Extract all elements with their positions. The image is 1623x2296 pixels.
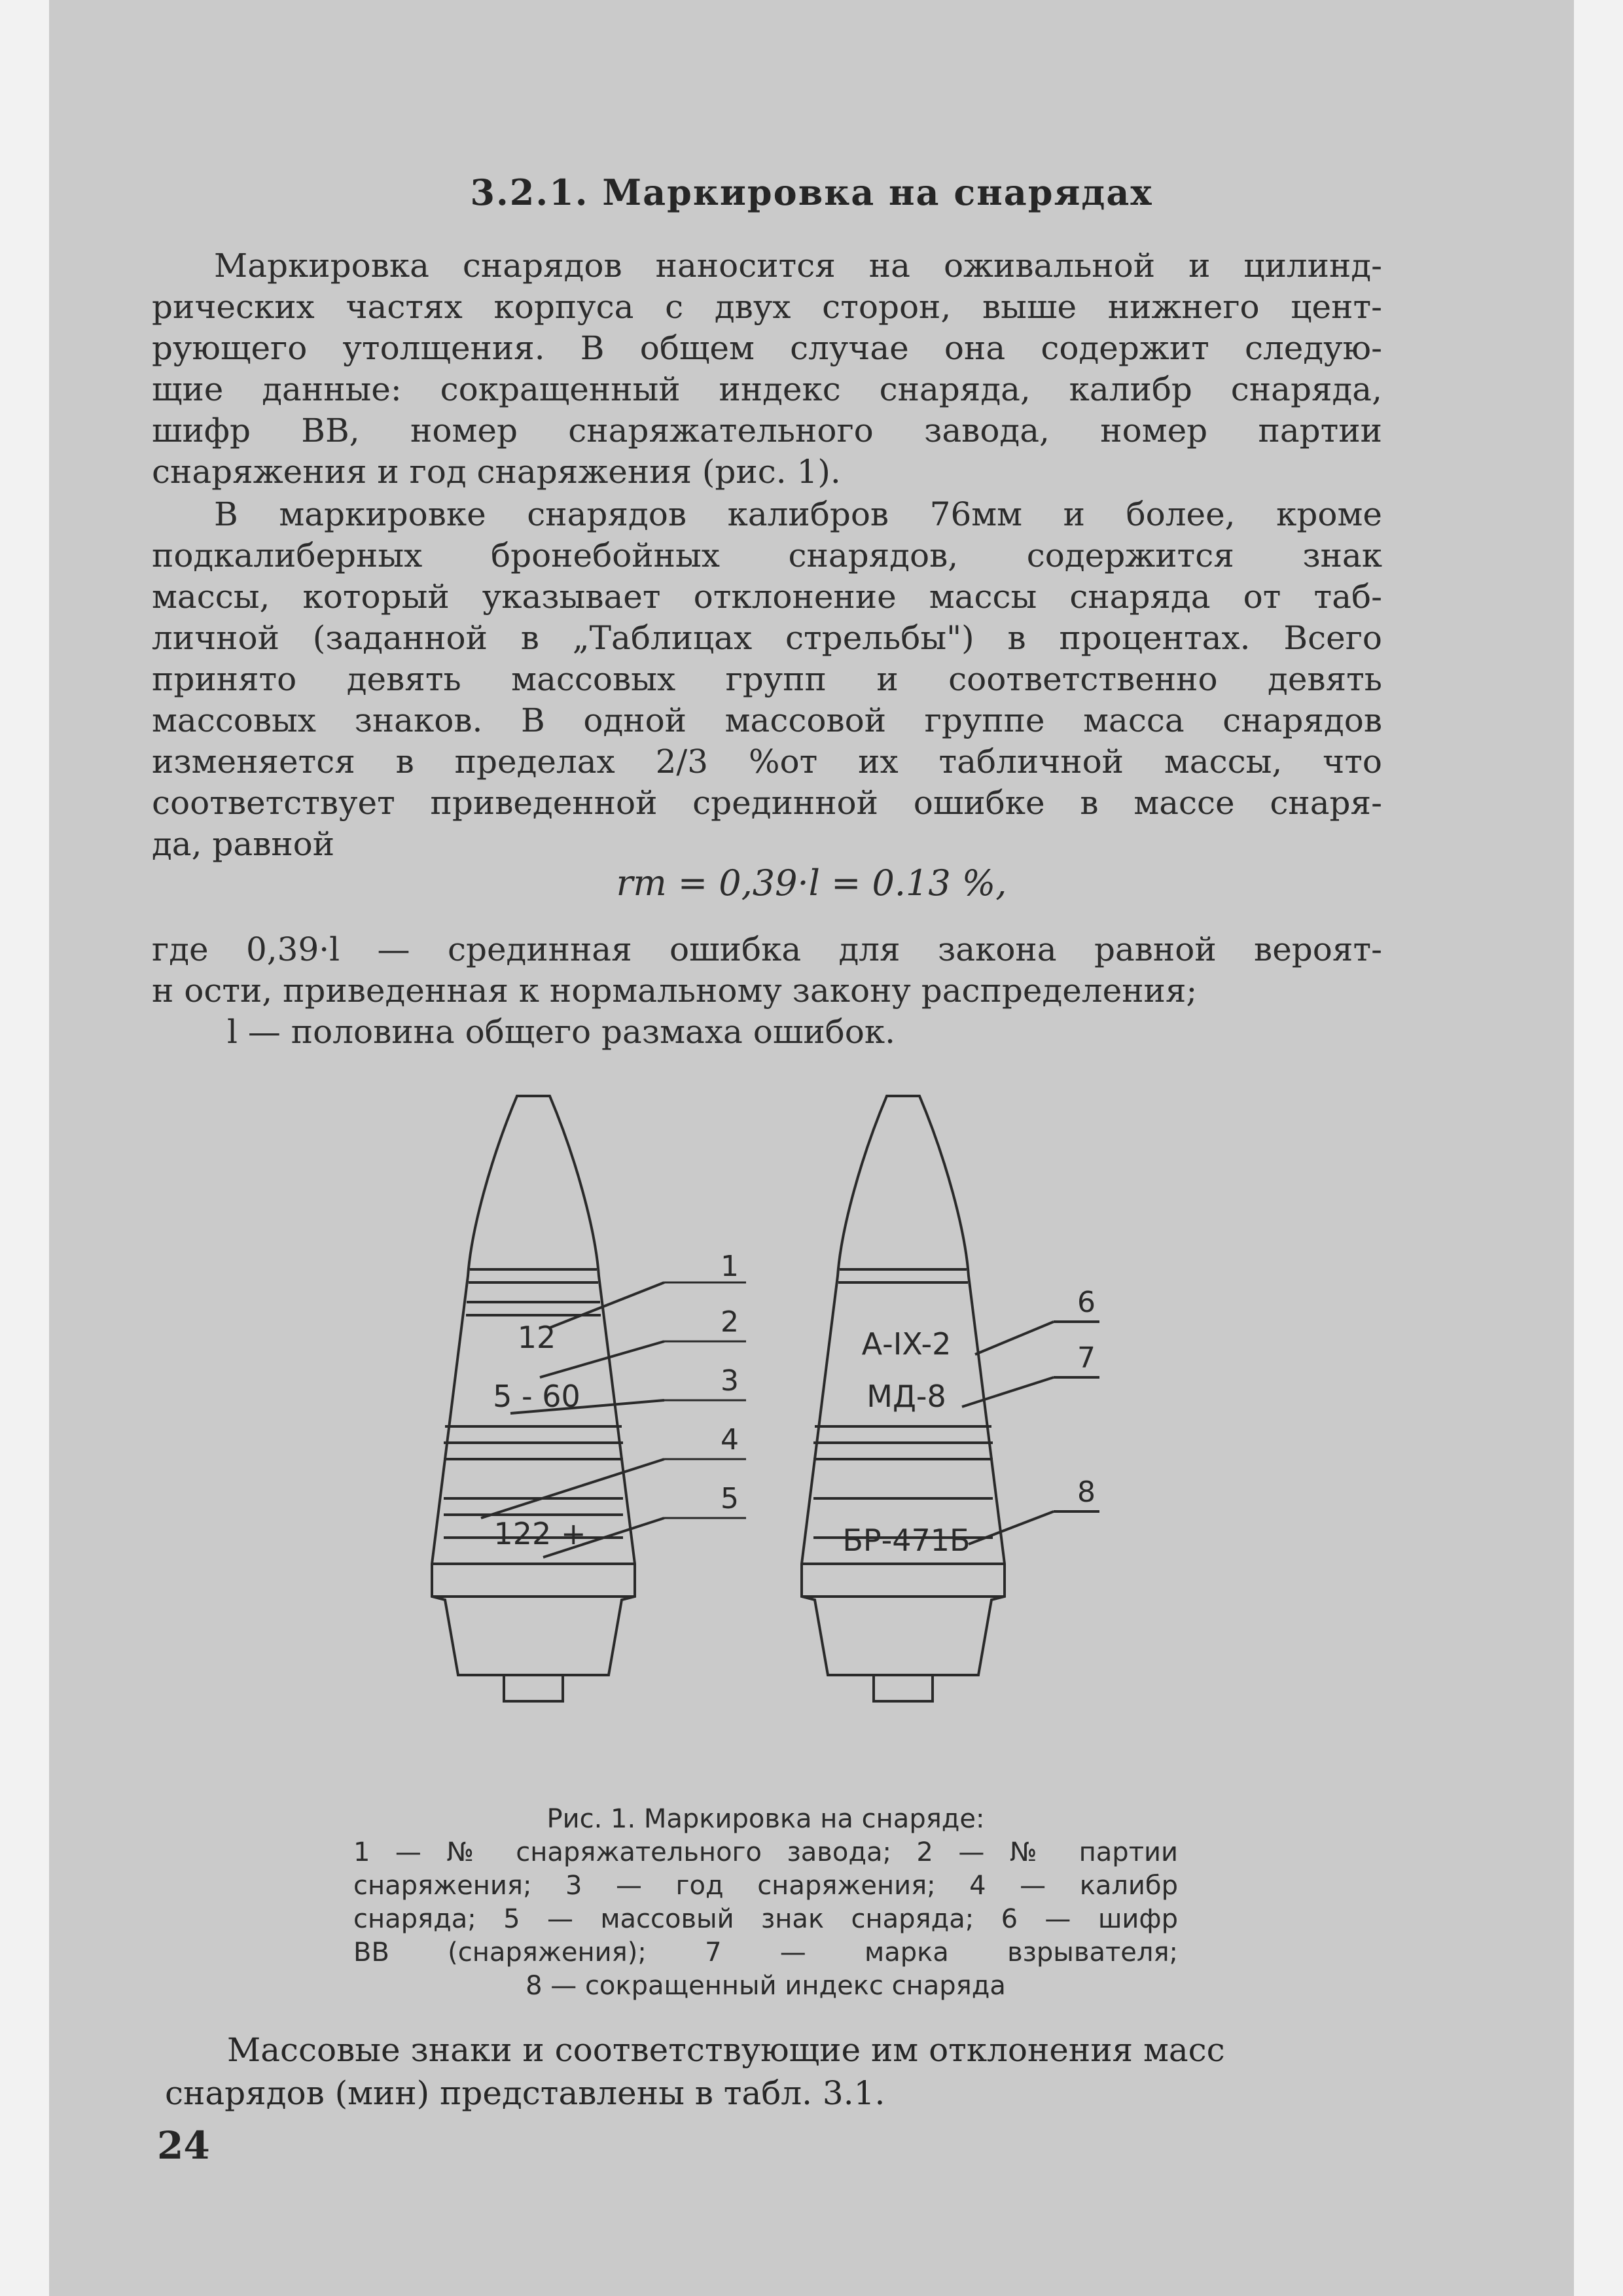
text-line: где 0,39·l — срединная ошибка для закона равной вероят- — [152, 930, 1382, 968]
callout-number: 3 — [721, 1364, 739, 1398]
right-shell-label: БР-471Б — [842, 1523, 971, 1558]
right-shell-drawing — [802, 1096, 1099, 1701]
text-line: Массовые знаки и соответствующие им отклонения масс — [227, 2031, 1225, 2069]
caption-line: 8 — сокращенный индекс снаряда — [526, 1971, 1006, 2001]
callout-number: 2 — [721, 1305, 739, 1339]
paragraph-1 — [152, 245, 1382, 493]
right-shell-label: А-IX-2 — [861, 1326, 952, 1362]
caption-title: Рис. 1. Маркировка на снаряде: — [546, 1804, 985, 1834]
left-shell-label: 12 — [517, 1320, 556, 1355]
text-line: снаряжения и год снаряжения (рис. 1). — [152, 453, 841, 491]
text-line: личной (заданной в „Таблицах стрельбы") в процентах. Всего — [152, 619, 1382, 657]
callout-number: 1 — [721, 1250, 739, 1283]
closing-paragraph — [165, 2028, 1395, 2115]
text-line: рующего утолщения. В общем случае она содержит следую- — [152, 329, 1382, 367]
text-line: принято девять массовых групп и соответственно девять — [152, 660, 1382, 698]
left-shell-label: 5 - 60 — [493, 1379, 580, 1414]
text-line: да, равной — [152, 825, 335, 863]
text-line: массы, который указывает отклонение массы снаряда от таб- — [152, 578, 1382, 616]
caption-line: ВВ (снаряжения); 7 — марка взрывателя; — [353, 1937, 1178, 1968]
shell-marking-figure — [406, 1086, 1178, 1780]
text-line: снарядов (мин) представлены в табл. 3.1. — [165, 2074, 885, 2112]
left-shell-label: 122 + — [493, 1516, 586, 1551]
paragraph-2 — [152, 494, 1382, 865]
right-shell-label: МД-8 — [866, 1379, 946, 1414]
text-line: l — половина общего размаха ошибок. — [227, 1013, 895, 1051]
text-line: Маркировка снарядов наносится на оживальной и цилинд- — [214, 247, 1382, 285]
section-heading: 3.2.1. Маркировка на снарядах — [470, 171, 1153, 213]
caption-line: снаряжения; 3 — год снаряжения; 4 — калибр — [353, 1871, 1178, 1901]
callout-number: 7 — [1077, 1341, 1096, 1375]
paragraph-3 — [152, 929, 1382, 1053]
page-number: 24 — [157, 2123, 210, 2168]
text-line: шифр ВВ, номер снаряжательного завода, номер партии — [152, 412, 1382, 450]
callout-number: 4 — [721, 1423, 739, 1457]
text-line: В маркировке снарядов калибров 76мм и более, кроме — [214, 495, 1382, 533]
callout-number: 8 — [1077, 1475, 1096, 1509]
text-line: соответствует приведенной срединной ошибке в массе снаря- — [152, 784, 1382, 822]
text-line: н ости, приведенная к нормальному закону распределения; — [152, 972, 1198, 1010]
caption-line: снаряда; 5 — массовый знак снаряда; 6 — шифр — [353, 1904, 1178, 1934]
text-line: массовых знаков. В одной массовой группе масса снарядов — [152, 701, 1382, 739]
caption-line: 1 — № снаряжательного завода; 2 — № партии — [353, 1837, 1178, 1867]
callout-number: 5 — [721, 1482, 739, 1515]
figure-caption — [353, 1803, 1178, 2003]
text-line: подкалиберных бронебойных снарядов, содержится знак — [152, 537, 1382, 574]
text-line: щие данные: сокращенный индекс снаряда, калибр снаряда, — [152, 370, 1382, 408]
formula: rm = 0,39·l = 0.13 %, — [616, 862, 1007, 904]
text-line: изменяется в пределах 2/3 %от их табличной массы, что — [152, 743, 1382, 781]
callout-number: 6 — [1077, 1286, 1096, 1319]
text-line: рических частях корпуса с двух сторон, выше нижнего цент- — [152, 288, 1382, 326]
